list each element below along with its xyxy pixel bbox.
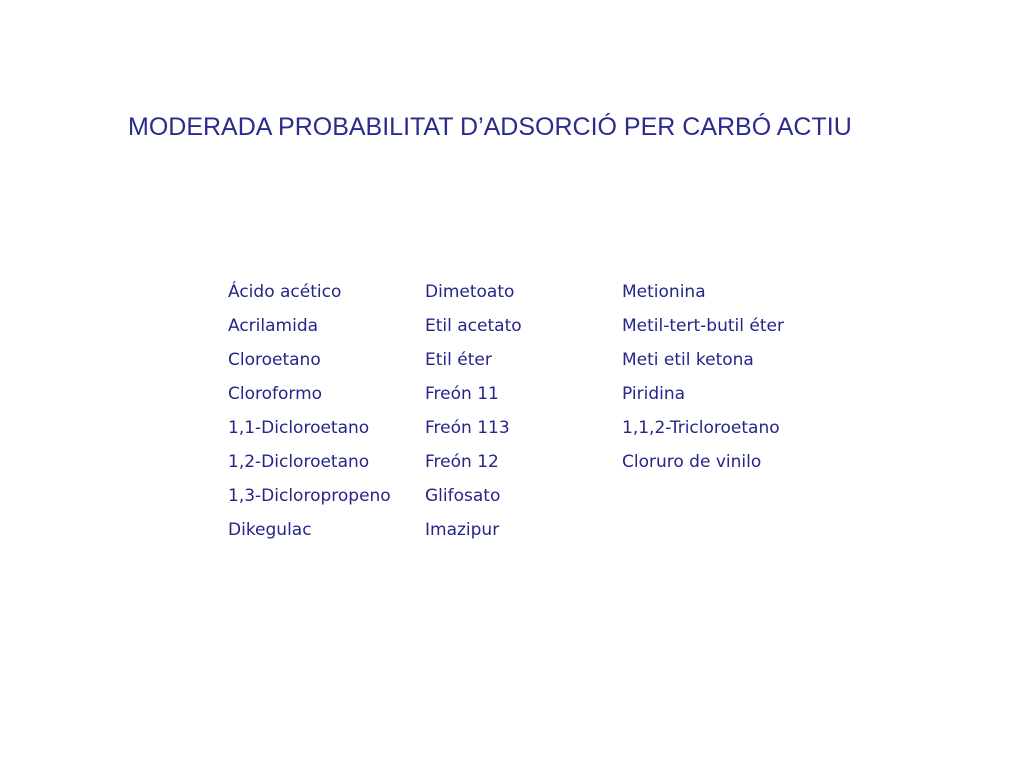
table-cell: Ácido acético [228,282,342,302]
table-cell: Cloroformo [228,384,323,404]
table-cell: Dimetoato [425,282,515,302]
table-cell: Freón 11 [425,384,499,404]
table-cell [622,518,822,552]
table-cell: Cloroetano [228,350,321,370]
table-cell: Acrilamida [228,316,319,336]
table-cell: 1,1-Dicloroetano [228,418,370,438]
slide-title: MODERADA PROBABILITAT D’ADSORCIÓ PER CARBÓ ACTIU [128,113,852,141]
table-cell: Freón 113 [425,418,510,438]
table-cell: 1,2-Dicloroetano [228,452,370,472]
table-cell [622,484,822,518]
table-cell: Metil-tert-butil éter [622,316,784,336]
table-cell: Dikegulac [228,520,312,540]
table-cell: Etil éter [425,350,492,370]
table-cell: Metionina [622,282,706,302]
table-cell: Piridina [622,384,686,404]
table-cell: Meti etil ketona [622,350,754,370]
table-cell: Cloruro de vinilo [622,452,762,472]
table-cell: Glifosato [425,486,501,506]
table-cell: 1,1,2-Tricloroetano [622,418,780,438]
table-cell: Imazipur [425,520,500,540]
table-cell: Etil acetato [425,316,522,336]
compound-table [228,280,822,552]
table-cell: 1,3-Dicloropropeno [228,486,391,506]
table-cell: Freón 12 [425,452,499,472]
